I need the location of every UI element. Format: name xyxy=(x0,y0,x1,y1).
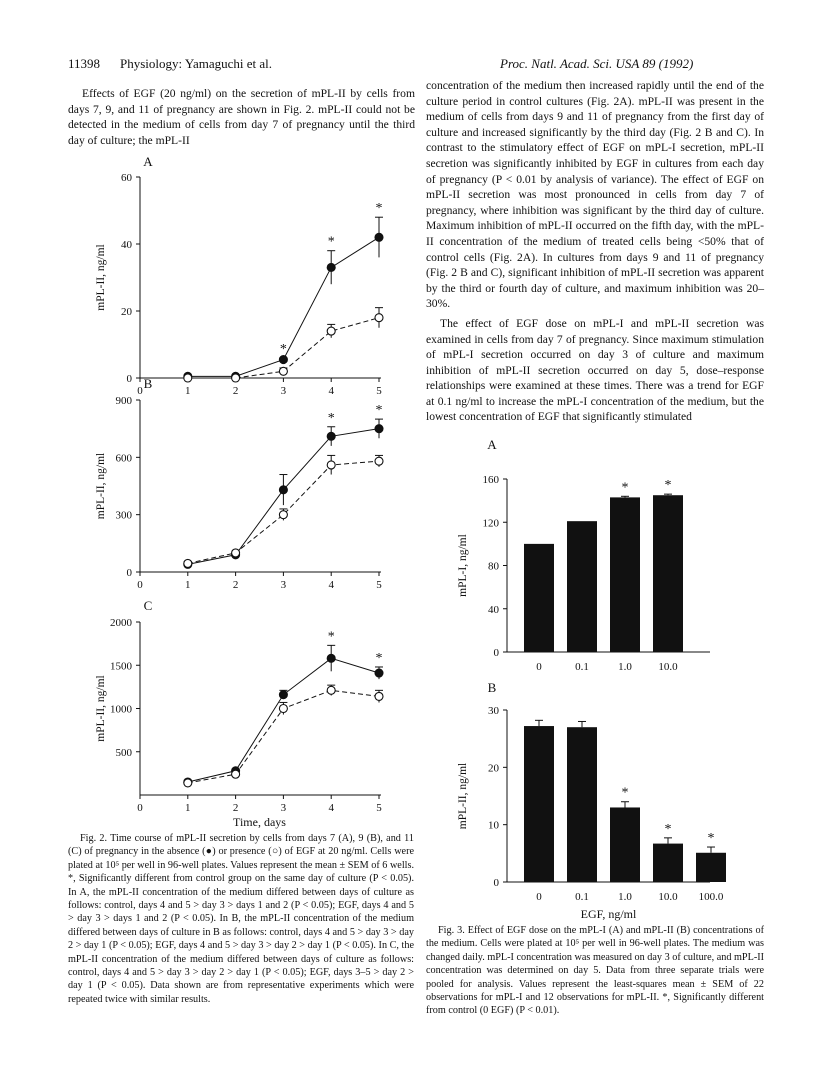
significance-asterisk: * xyxy=(375,201,383,217)
significance-asterisk: * xyxy=(664,478,672,494)
y-tick-label: 20 xyxy=(488,762,499,775)
x-axis-label: Time, days xyxy=(233,815,286,829)
y-axis-label: mPL-II, ng/ml xyxy=(95,452,107,520)
y-tick-label: 0 xyxy=(493,647,499,659)
figure-3-caption-text: Fig. 3. Effect of EGF dose on the mPL-I (A) and mPL-II (B) concentrations of the medium. Cells were plated at 10⁵ per well in 96-well plates. The medium was changed daily. mPL-I concentration was measured on day 3 of culture, and mPL-II concentration was determined on day 5. Data from three separate trials were pooled for analysis. Values represent the least-squares mean ± SEM of 22 observations for mPL-I and 12 observations for mPL-II. *, Significantly different from control (0 EGF) (P < 0.01). xyxy=(426,925,764,1017)
significance-asterisk: * xyxy=(327,410,335,426)
x-tick-label: 2 xyxy=(232,802,239,814)
x-tick-label: 0.1 xyxy=(575,891,589,903)
x-tick-label: 4 xyxy=(328,802,334,814)
x-tick-label: 3 xyxy=(280,385,287,397)
right-paragraph-2: The effect of EGF dose on mPL-I and mPL-II secretion was examined in cells from day 7 of pregnancy. Since maximum stimulation of mPL-I secretion occurred on day 3 of culture and maximum inhibition of mPL-II secretion occurred on day 5, dose–response relationships were examined at these times. There was a trend for EGF at 0.1 ng/ml to increase the mPL-I concentration of the medium, but the lowest concentration of EGF that significantly stimulated xyxy=(426,316,764,424)
x-tick-label: 0 xyxy=(137,385,143,397)
bar xyxy=(610,807,640,882)
x-tick-label: 0 xyxy=(536,891,542,903)
bar xyxy=(696,853,726,882)
right-paragraph-1: concentration of the medium then increased rapidly until the end of the culture period in control cultures (Fig. 2A). mPL-II was present in the medium of cells from days 9 and 11 of pregnancy from the first day of culture and increased significantly by the third day (Fig. 2 B and C). In contrast to the stimulatory effect of EGF on mPL-I secretion, mPL-II secretion was significantly inhibited by EGF in cultures from each day of pregnancy (P < 0.01 by analysis of variance). The effect of EGF on mPL-II secretion was most pronounced in cells from day 7 of pregnancy, where inhibition was significant by the third day of culture. Maximum inhibition of mPL-II occurred on the fifth day, with the mPL-II concentration of the medium of treated cells being <50% that of control cells (Fig. 2A). In cultures from days 9 and 11 of pregnancy (Fig. 2 B and C), significant inhibition of mPL-II secretion was apparent by the third or fourth day of culture, and maximum inhibition was 20–30%. xyxy=(426,79,764,311)
significance-asterisk: * xyxy=(327,234,335,250)
y-tick-label: 30 xyxy=(488,705,499,717)
y-tick-label: 160 xyxy=(482,474,499,486)
significance-asterisk: * xyxy=(707,831,715,847)
x-tick-label: 1 xyxy=(185,385,191,397)
y-tick-label: 1000 xyxy=(110,703,132,716)
panel-label: C xyxy=(143,598,153,613)
x-tick-label: 3 xyxy=(280,802,287,814)
y-tick-label: 0 xyxy=(126,567,132,579)
figure-3-caption xyxy=(426,924,764,1018)
significance-asterisk: * xyxy=(327,629,335,645)
significance-asterisk: * xyxy=(621,480,629,496)
x-tick-label: 2 xyxy=(232,385,239,397)
page-number: 11398 xyxy=(68,56,101,71)
y-tick-label: 60 xyxy=(121,172,132,184)
x-tick-label: 100.0 xyxy=(698,891,724,903)
y-tick-label: 2000 xyxy=(110,617,132,629)
significance-asterisk: * xyxy=(375,650,383,666)
significance-asterisk: * xyxy=(621,785,629,801)
bar xyxy=(567,727,597,882)
x-tick-label: 5 xyxy=(376,385,382,397)
panel-label: A xyxy=(487,437,497,452)
x-tick-label: 5 xyxy=(376,802,382,814)
x-tick-label: 0 xyxy=(137,802,143,814)
x-tick-label: 2 xyxy=(232,579,239,591)
panel-label: B xyxy=(487,680,497,695)
x-tick-label: 5 xyxy=(376,579,382,591)
y-tick-label: 0 xyxy=(126,373,132,385)
y-tick-label: 40 xyxy=(488,603,499,616)
x-tick-label: 4 xyxy=(328,579,334,591)
y-tick-label: 80 xyxy=(488,560,499,573)
x-tick-label: 0 xyxy=(137,579,143,591)
x-tick-label: 4 xyxy=(328,385,334,397)
significance-asterisk: * xyxy=(664,821,672,837)
y-tick-label: 120 xyxy=(482,517,499,530)
figure-2-caption xyxy=(68,832,414,1006)
x-axis-label: EGF, ng/ml xyxy=(580,907,637,921)
left-paragraph: Effects of EGF (20 ng/ml) on the secretion of mPL-II by cells from days 7, 9, and 11 of pregnancy are shown in Fig. 2. mPL-II could not be detected in the medium of cells from day 7 of pregnancy until the third day of culture; the mPL-II xyxy=(68,87,415,147)
x-tick-label: 0.1 xyxy=(575,661,589,673)
running-head-left: Physiology: Yamaguchi et al. xyxy=(120,56,273,71)
x-tick-label: 1.0 xyxy=(618,661,632,673)
x-tick-label: 1 xyxy=(185,579,191,591)
figure-2-caption-text: Fig. 2. Time course of mPL-II secretion by cells from days 7 (A), 9 (B), and 11 (C) of pregnancy in the absence (●) or presence (○) of EGF at 20 ng/ml. Cells were plated at 10⁵ per well in 96-well plates. Values represent the mean ± SEM of 6 wells. *, Significantly different from control group on the same day of culture (P < 0.05). In A, the mPL-II concentration of the medium differed between days of culture as follows: control, days 4 and 5 > day 3 > days 1 and 2 (P < 0.05); EGF, days 4 and 5 > day 3 > days 1 and 2 (P < 0.05). In B, the mPL-II concentration of the medium differed between days of culture in B as follows: control, days 4 and 5 > day 3 > day 2 > day 1 (P < 0.05); EGF, days 4 and 5 > day 3 > day 2 > day 1 (P < 0.05). In C, the mPL-II concentration of the medium differed between days of culture as follows: control, days 4 and 5 > day 3 > day 2 > day 1 (P < 0.05); EGF, days 3–5 > day 2 > day 1 (P < 0.05). Data shown are from representative experiments which were repeated twice with similar results. xyxy=(68,833,414,1005)
bar xyxy=(653,844,683,882)
x-tick-label: 10.0 xyxy=(658,891,678,903)
panel-label: B xyxy=(143,376,153,391)
y-axis-label: mPL-I, ng/ml xyxy=(457,534,469,597)
y-tick-label: 1500 xyxy=(110,660,132,673)
bar xyxy=(524,726,554,882)
y-axis-label: mPL-II, ng/ml xyxy=(95,244,107,311)
panel-label: A xyxy=(143,154,153,169)
y-axis-label: mPL-II, ng/ml xyxy=(95,675,107,742)
y-tick-label: 40 xyxy=(121,239,132,251)
x-tick-label: 1 xyxy=(185,802,191,814)
y-tick-label: 500 xyxy=(115,746,132,759)
y-tick-label: 600 xyxy=(115,452,132,465)
y-tick-label: 10 xyxy=(488,819,499,832)
running-head-right: Proc. Natl. Acad. Sci. USA 89 (1992) xyxy=(500,56,694,71)
y-axis-label: mPL-II, ng/ml xyxy=(457,762,469,830)
significance-asterisk: * xyxy=(279,341,287,357)
x-tick-label: 0 xyxy=(536,661,542,673)
x-tick-label: 3 xyxy=(280,579,287,591)
y-tick-label: 300 xyxy=(115,509,132,522)
x-tick-label: 1.0 xyxy=(618,891,632,903)
y-tick-label: 0 xyxy=(493,877,499,889)
x-tick-label: 10.0 xyxy=(658,661,678,673)
y-tick-label: 20 xyxy=(121,306,132,318)
y-tick-label: 900 xyxy=(115,395,132,407)
significance-asterisk: * xyxy=(375,403,383,419)
